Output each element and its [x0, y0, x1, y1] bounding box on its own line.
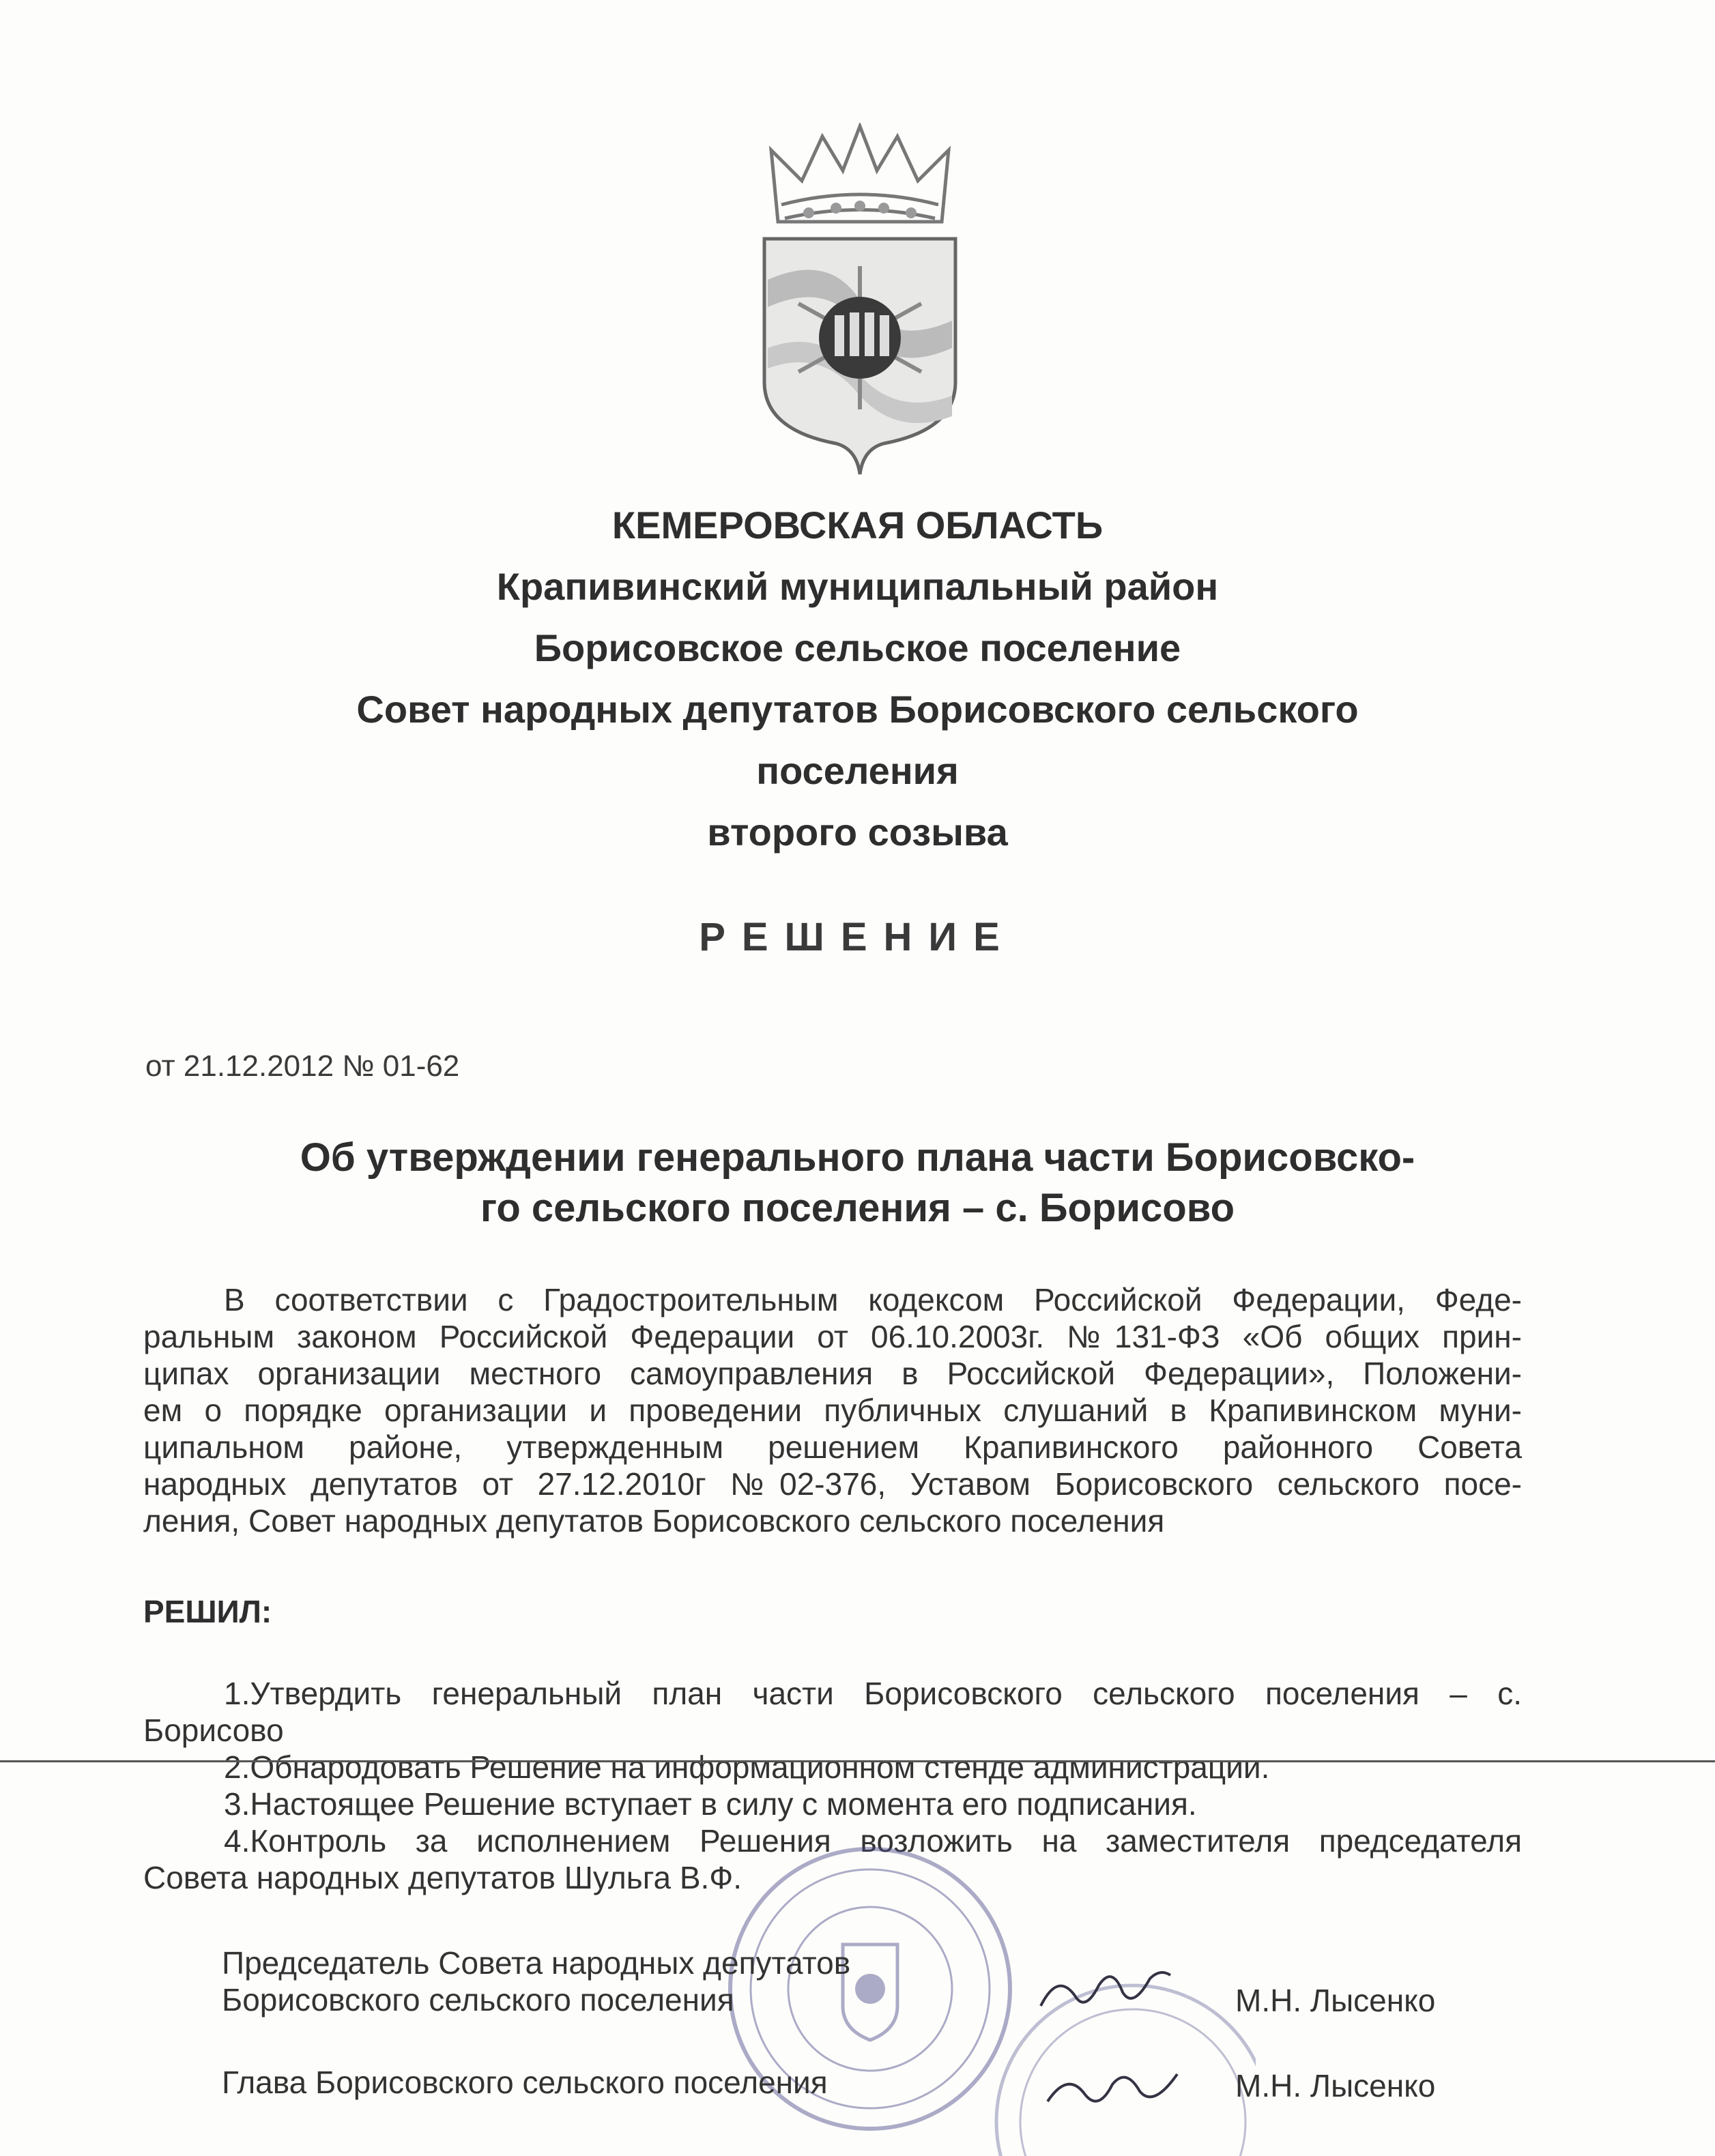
preamble-line: ральным законом Российской Федерации от 06.10.2003г. №131-ФЗ «Об общих прин-	[143, 1319, 1522, 1354]
document-title	[0, 1133, 1715, 1234]
decision-item: Совета народных депутатов Шульга В.Ф.	[143, 1860, 743, 1895]
chair-title: Председатель Совета народных депутатов	[222, 1945, 851, 1981]
header-convocation: второго созыва	[707, 811, 1008, 854]
preamble-line: ципальном районе, утвержденным решением Крапивинского районного Совета	[143, 1429, 1522, 1465]
signature-icon	[1044, 2060, 1181, 2115]
title-line: Об утверждении генерального плана части Борисовско-	[300, 1135, 1415, 1180]
preamble	[143, 1281, 1522, 1539]
head-name: М.Н. Лысенко	[1235, 2068, 1436, 2103]
decision-word: РЕШЕНИЕ	[699, 915, 1016, 959]
preamble-line: народных депутатов от 27.12.2010г №02-376, Уставом Борисовского сельского посе-	[143, 1466, 1522, 1502]
decision-item: 1.Утвердить генеральный план части Борисовского сельского поселения – с.	[224, 1676, 1522, 1711]
head-title: Глава Борисовского сельского поселения	[222, 2065, 828, 2100]
decision-date-number: от 21.12.2012 № 01-62	[145, 1049, 460, 1083]
header-council-cont: поселения	[756, 749, 959, 792]
header-council: Совет народных депутатов Борисовского сельского	[356, 688, 1359, 731]
signature-icon	[1037, 1958, 1174, 2020]
chair-name: М.Н. Лысенко	[1235, 1983, 1436, 2018]
chair-title-cont: Борисовского сельского поселения	[222, 1982, 734, 2017]
coat-of-arms-icon	[747, 123, 972, 478]
preamble-line: ления, Совет народных депутатов Борисовского сельского поселения	[143, 1503, 1165, 1539]
resolved-heading: РЕШИЛ:	[143, 1594, 272, 1629]
header-district: Крапивинский муниципальный район	[496, 565, 1219, 608]
scan-fold-line	[0, 1760, 1715, 1762]
preamble-line: ципах организации местного самоуправления в Российской Федерации», Положени-	[143, 1356, 1522, 1391]
document-header	[0, 495, 1715, 863]
decision-item: 4.Контроль за исполнением Решения возложить на заместителя председателя	[224, 1823, 1522, 1859]
title-line: го сельского поселения – с. Борисово	[480, 1186, 1235, 1230]
decision-item: 2.Обнародовать Решение на информационном стенде администрации.	[224, 1749, 1270, 1785]
decision-item: Борисово	[143, 1713, 284, 1748]
header-settlement: Борисовское сельское поселение	[534, 626, 1181, 669]
header-region: КЕМЕРОВСКАЯ ОБЛАСТЬ	[611, 504, 1104, 547]
preamble-line: В соответствии с Градостроительным кодексом Российской Федерации, Феде-	[224, 1282, 1522, 1317]
chair-signature-block	[222, 1944, 850, 2018]
preamble-line: ем о порядке организации и проведении публичных слушаний в Крапивинском муни-	[143, 1393, 1522, 1428]
decision-item: 3.Настоящее Решение вступает в силу с момента его подписания.	[224, 1786, 1197, 1822]
